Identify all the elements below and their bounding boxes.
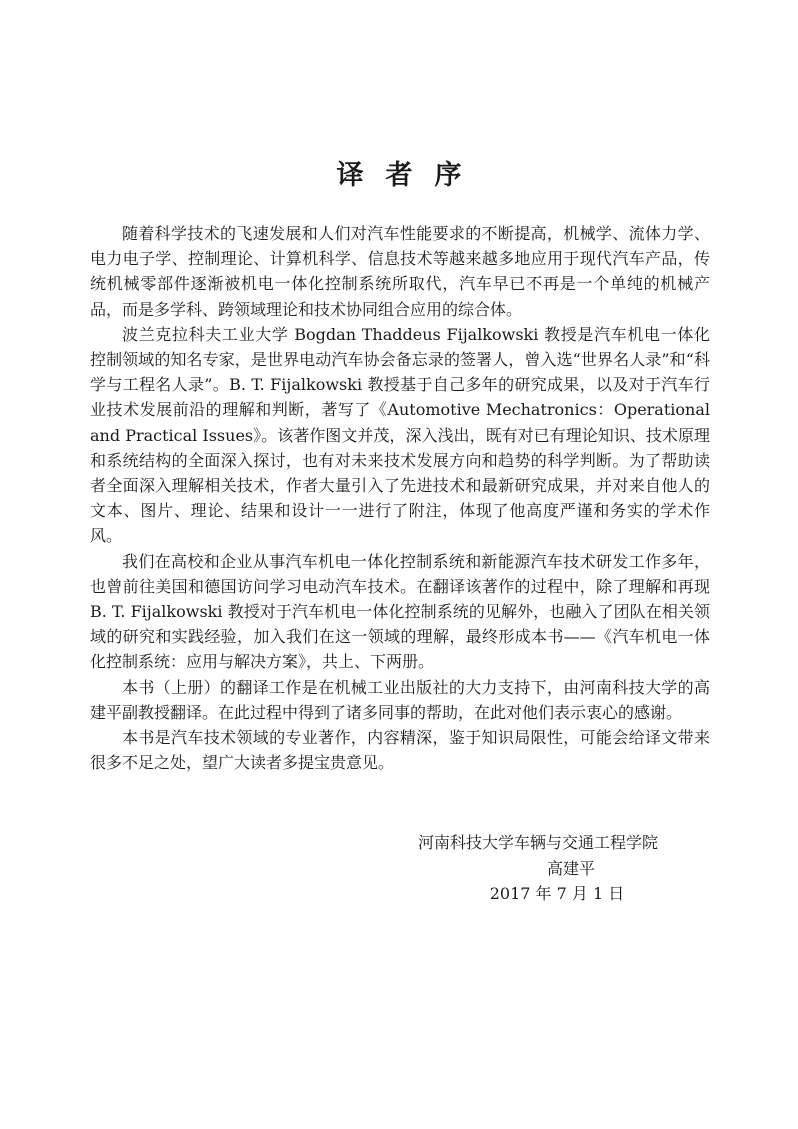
signature-block <box>400 830 700 907</box>
paragraph-5: 本书是汽车技术领域的专业著作，内容精深，鉴于知识局限性，可能会给译文带来很多不足之处，望广大读者多提宝贵意见。 <box>90 728 710 773</box>
preface-body <box>90 221 710 775</box>
signature-date: 2017 年 7 月 1 日 <box>489 884 625 903</box>
paragraph-2: 波兰克拉科夫工业大学 Bogdan Thaddeus Fijalkowski 教授是汽车机电一体化控制领域的知名专家，是世界电动汽车协会备忘录的签署人，曾入选“世界名人录”和“科学与工程名人录”。B. T. Fijalkowski 教授基于自己多年的研究成果，以及对于汽车行业技术发展前沿的理解和判断，著写了《Automotive Mechatronics：Operational and Practical Issues》。该著作图文并茂，深入浅出，既有对已有理论知识、技术原理和系统结构的全面深入探讨，也有对未来技术发展方向和趋势的科学判断。为了帮助读者全面深入理解相关技术，作者大量引入了先进技术和最新研究成果，并对来自他人的文本、图片、理论、结果和设计一一进行了附注，体现了他高度严谨和务实的学术作风。 <box>90 324 710 546</box>
paragraph-1: 随着科学技术的飞速发展和人们对汽车性能要求的不断提高，机械学、流体力学、电力电子学、控制理论、计算机科学、信息技术等越来越多地应用于现代汽车产品，传统机械零部件逐渐被机电一体化控制系统所取代，汽车早已不再是一个单纯的机械产品，而是多学科、跨领域理论和技术协同组合应用的综合体。 <box>90 224 710 319</box>
signature-name: 高建平 <box>546 858 595 878</box>
page-title: 译者序 <box>336 160 484 192</box>
paragraph-4: 本书（上册）的翻译工作是在机械工业出版社的大力支持下，由河南科技大学的高建平副教授翻译。在此过程中得到了诸多同事的帮助，在此对他们表示衷心的感谢。 <box>90 677 710 722</box>
paragraph-3: 我们在高校和企业从事汽车机电一体化控制系统和新能源汽车技术研发工作多年，也曾前往美国和德国访问学习电动汽车技术。在翻译该著作的过程中，除了理解和再现 B. T. Fijalkowski 教授对于汽车机电一体化控制系统的见解外，也融入了团队在相关领域的研究和实践经验，加入我们在这一领域的理解，最终形成本书——《汽车机电一体化控制系统：应用与解决方案》，共上、下两册。 <box>90 551 710 672</box>
signature-organization: 河南科技大学车辆与交通工程学院 <box>418 833 659 852</box>
